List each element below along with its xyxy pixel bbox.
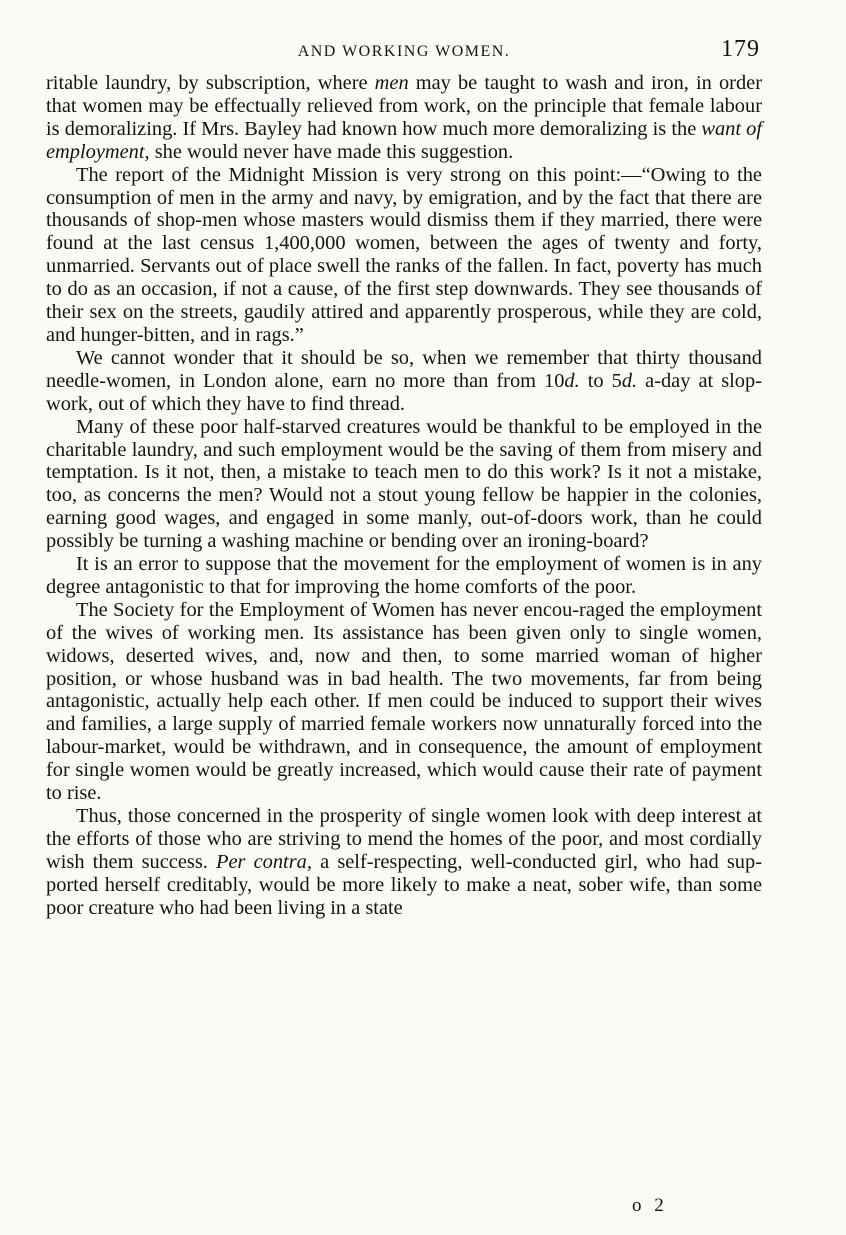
page-number: 179 <box>721 36 760 62</box>
text-run: Many of these poor half-starved creatures would be thankful to be employed in the charitable laundry, and such employment would be the saving of them from misery and temptation. Is it not, then, a mistake to teach men to do this work? Is it not a mistake, too, as concerns the men? Would not a stout young fellow be happier in the colonies, earning good wages, and engaged in some manly, out-of-doors work, than he could possibly be turning a washing machine or bending over an ironing-board? <box>46 415 762 553</box>
printer-signature-mark: o 2 <box>632 1195 668 1216</box>
paragraph <box>46 72 762 164</box>
running-head: AND WORKING WOMEN. <box>297 43 511 60</box>
text-run: she would never have made this suggestion. <box>149 140 514 163</box>
text-run: Thus, those concerned in the prosperity of single women look with deep interest at the efforts of those who are striving to mend the homes of the poor, and most cordially wish them success. <box>46 805 762 873</box>
paragraph <box>46 347 762 416</box>
italic-text: d. <box>621 369 638 392</box>
text-run: may be taught to wash and iron, in order that women may be effectually relieved from work, on the principle that female labour is demoralizing. If Mrs. Bayley had known how much more demoralizing is the <box>46 72 762 140</box>
text-run: The report of the Midnight Mission is very strong on this point:—“Owing to the consumption of men in the army and navy, by emigration, and by the fact that there are thousands of shop-men whose masters would dismiss them if they married, there were found at the last census 1,400,000 women, between the ages of twenty and forty, unmarried. Servants out of place swell the ranks of the fallen. In fact, poverty has much to do as an occasion, if not a cause, of the first step downwards. They see thousands of their sex on the streets, gaudily attired and apparently prosperous, while they are cold, and hunger-bitten, and in rags.” <box>46 163 762 346</box>
paragraph <box>46 164 762 347</box>
text-run: The Society for the Employment of Women has never encou-raged the employment of the wives of working men. Its assistance has been given only to single women, widows, deserted wives, and, now and then, to some married woman of higher position, or whose husband was in bad health. The two movements, far from being antagonistic, actually help each other. If men could be induced to support their wives and families, a large supply of married female workers now unnaturally forced into the labour-market, would be withdrawn, and in consequence, the amount of employment for single women would be greatly increased, which would cause their rate of payment to rise. <box>46 598 762 805</box>
italic-text: d. <box>564 369 580 392</box>
paragraph <box>46 416 762 553</box>
body-text <box>46 72 762 920</box>
text-run: ritable laundry, by subscription, where <box>46 72 375 94</box>
italic-text: want of employment, <box>46 117 762 163</box>
italic-text: men <box>374 72 409 94</box>
page-header <box>46 30 762 72</box>
paragraph <box>46 553 762 599</box>
paragraph <box>46 805 762 920</box>
text-run: We cannot wonder that it should be so, when we remember that thirty thousand needle-women, in London alone, earn no more than from 10 <box>46 346 762 392</box>
paragraph <box>46 599 762 805</box>
text-run: a self-respecting, well-conducted girl, who had sup-ported herself creditably, would be more likely to make a neat, sober wife, than some poor creature who had been living in a state <box>46 850 762 919</box>
text-run: to 5 <box>579 369 622 392</box>
text-run: a-day at slop-work, out of which they have to find thread. <box>46 369 762 415</box>
book-page <box>46 30 762 920</box>
text-run: It is an error to suppose that the movement for the employment of women is in any degree antagonistic to that for improving the home comforts of the poor. <box>46 553 762 598</box>
italic-text: Per contra, <box>216 850 312 873</box>
